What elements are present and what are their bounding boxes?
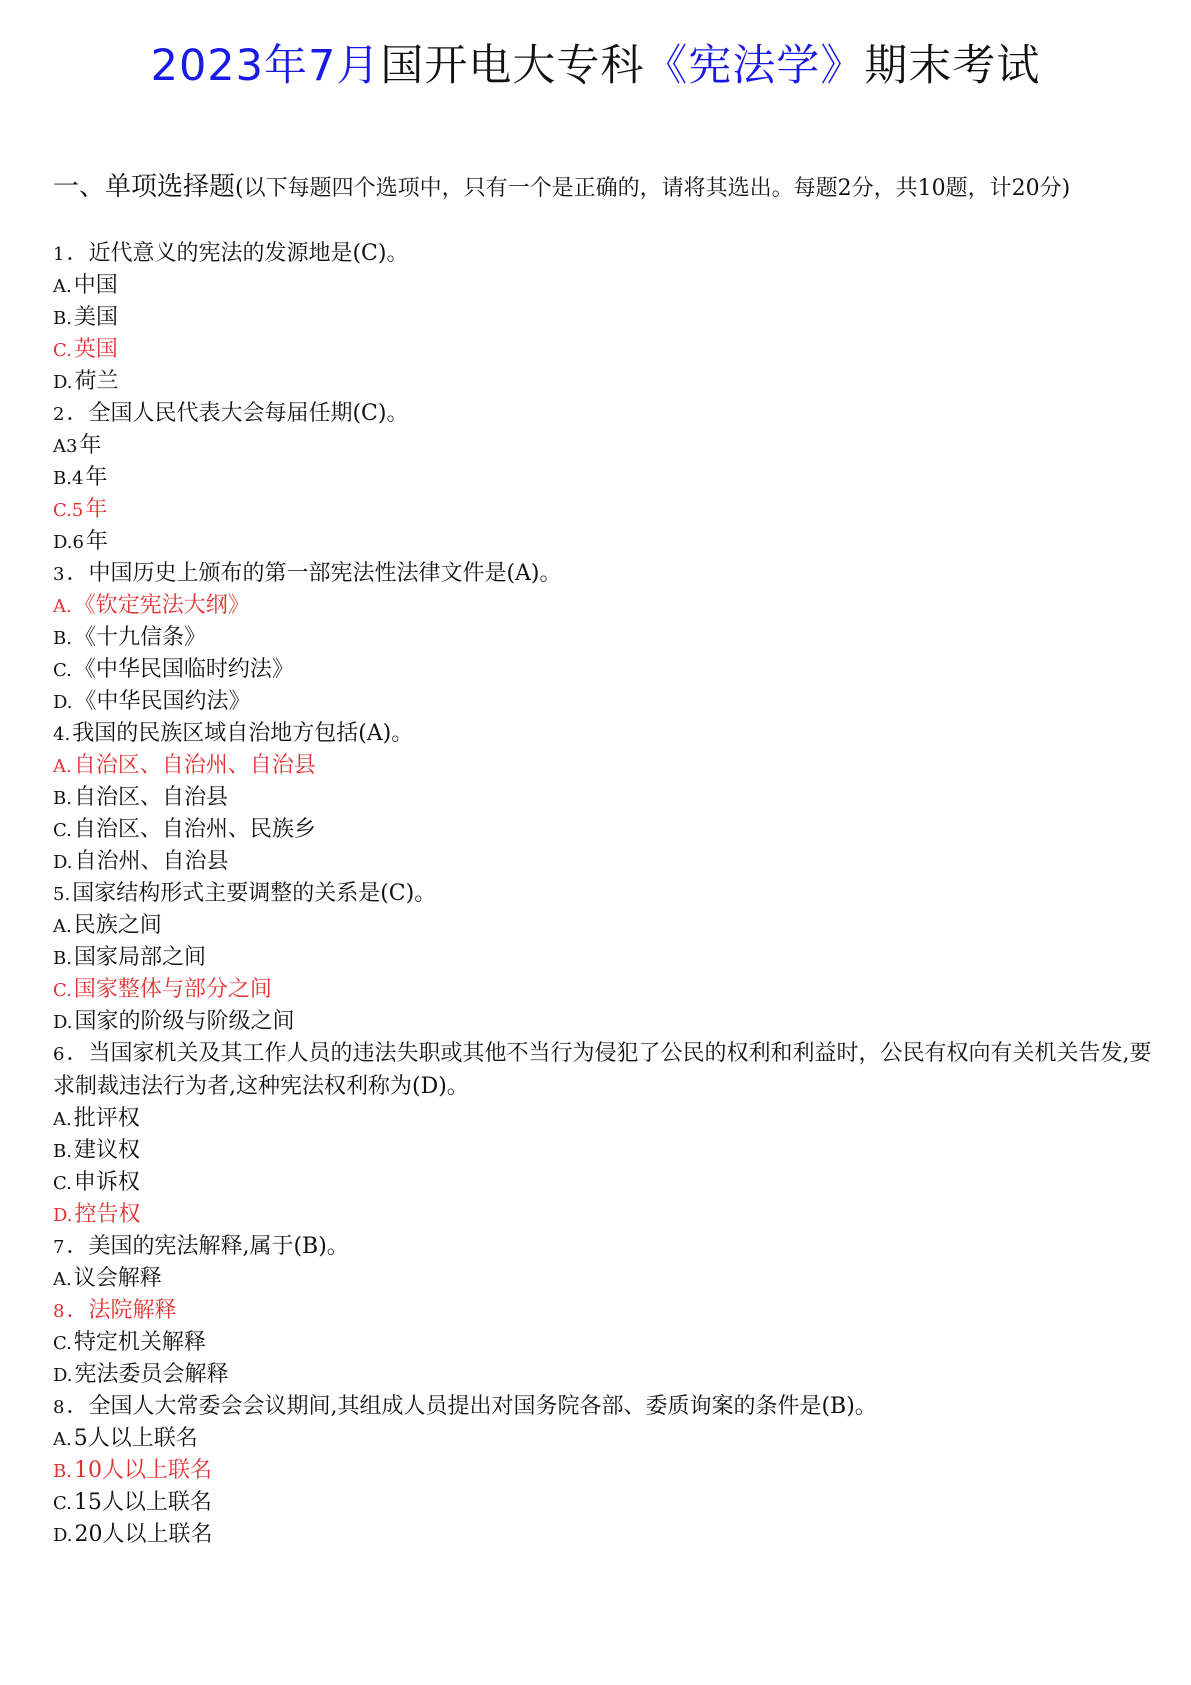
line-marker: 6	[53, 1044, 65, 1065]
question-list	[53, 238, 1153, 1551]
line-text: 年	[85, 497, 108, 522]
exam-line	[53, 526, 1153, 558]
line-text: 15人以上联名	[73, 1490, 212, 1515]
line-marker: D.	[53, 372, 73, 393]
line-text: 美国	[73, 305, 118, 330]
exam-line	[53, 270, 1153, 302]
line-marker: C.	[53, 340, 72, 361]
exam-line	[53, 462, 1153, 494]
exam-line	[53, 398, 1153, 430]
line-text: 英国	[73, 337, 118, 362]
exam-line	[53, 878, 1153, 910]
title-course: 《宪法学》	[644, 41, 865, 91]
exam-line	[53, 622, 1153, 654]
exam-line	[53, 302, 1153, 334]
line-text: ．中国历史上颁布的第一部宪法性法律文件是(A)。	[66, 561, 562, 586]
line-marker: A.	[53, 916, 72, 937]
exam-line	[53, 846, 1153, 878]
exam-line	[53, 654, 1153, 686]
line-marker: 4.	[53, 724, 71, 745]
line-text: ．法院解释	[66, 1298, 177, 1323]
line-marker: B.	[53, 1141, 72, 1162]
line-marker: 3	[53, 564, 65, 585]
line-text: 自治区、自治州、自治县	[73, 753, 316, 778]
line-marker: A.	[53, 1429, 72, 1450]
line-marker: D.	[53, 1365, 73, 1386]
answer-option-line	[53, 1455, 1153, 1487]
line-text: 5人以上联名	[73, 1426, 198, 1451]
line-marker: B.	[53, 308, 72, 329]
title-exam: 期末考试	[864, 41, 1041, 91]
exam-line	[53, 718, 1153, 750]
section-heading	[53, 170, 1153, 206]
line-text: ．全国人民代表大会每届任期(C)。	[66, 401, 409, 426]
line-text: 年	[79, 433, 102, 458]
line-marker: A.	[53, 1269, 72, 1290]
line-marker: C.5	[53, 500, 84, 521]
line-text: 申诉权	[73, 1170, 140, 1195]
line-text: 国家局部之间	[73, 945, 206, 970]
line-text: 自治区、自治县	[73, 785, 228, 810]
title-school: 国开电大专科	[380, 41, 645, 91]
answer-option-line	[53, 590, 1153, 622]
line-marker: 8	[53, 1397, 65, 1418]
answer-option-line	[53, 1295, 1153, 1327]
line-text: 自治州、自治县	[74, 849, 229, 874]
answer-option-line	[53, 974, 1153, 1006]
line-text: 特定机关解释	[73, 1330, 206, 1355]
exam-line	[53, 1006, 1153, 1038]
line-text: 年	[85, 529, 108, 554]
exam-line	[53, 942, 1153, 974]
exam-line	[53, 782, 1153, 814]
line-marker: 1	[53, 244, 65, 265]
line-marker: 5.	[53, 884, 71, 905]
exam-line	[53, 1263, 1153, 1295]
answer-option-line	[53, 1199, 1153, 1231]
line-marker: B.4	[53, 468, 84, 489]
line-marker: C.	[53, 980, 72, 1001]
exam-line	[53, 238, 1153, 270]
line-marker: 7	[53, 1237, 65, 1258]
line-marker: 2	[53, 404, 65, 425]
exam-line	[53, 686, 1153, 718]
answer-option-line	[53, 334, 1153, 366]
line-marker: C.	[53, 1493, 72, 1514]
exam-line	[53, 1487, 1153, 1519]
line-text: 《十九信条》	[73, 625, 206, 650]
line-marker: A3	[53, 436, 78, 457]
line-marker: B.	[53, 948, 72, 969]
exam-line	[53, 1038, 1153, 1103]
section-note: (以下每题四个选项中，只有一个是正确的，请将其选出。每题2分，共10题，计20分)	[235, 176, 1071, 201]
line-marker: D.	[53, 852, 73, 873]
line-text: 我国的民族区域自治地方包括(A)。	[72, 721, 414, 746]
line-text: 荷兰	[74, 369, 119, 394]
exam-line	[53, 430, 1153, 462]
line-marker: B.	[53, 788, 72, 809]
line-text: 《钦定宪法大纲》	[73, 593, 250, 618]
line-marker: A.	[53, 756, 72, 777]
line-text: 议会解释	[73, 1266, 162, 1291]
line-marker: D.	[53, 1012, 73, 1033]
line-text: 自治区、自治州、民族乡	[73, 817, 316, 842]
exam-line	[53, 1391, 1153, 1423]
line-text: 民族之间	[73, 913, 162, 938]
answer-option-line	[53, 494, 1153, 526]
line-text: 年	[85, 465, 108, 490]
line-marker: C.	[53, 1333, 72, 1354]
line-text: 国家的阶级与阶级之间	[74, 1009, 295, 1034]
exam-line	[53, 558, 1153, 590]
line-text: 中国	[73, 273, 118, 298]
exam-line	[53, 366, 1153, 398]
line-text: 20人以上联名	[74, 1522, 213, 1547]
line-marker: C.	[53, 1173, 72, 1194]
exam-line	[53, 1231, 1153, 1263]
line-marker: D.	[53, 1525, 73, 1546]
exam-line	[53, 910, 1153, 942]
line-marker: D.	[53, 692, 73, 713]
section-title: 一、单项选择题	[53, 172, 236, 202]
line-text: ．当国家机关及其工作人员的违法失职或其他不当行为侵犯了公民的权利和利益时，公民有权向有关机关告发,要求制裁违法行为者,这种宪法权利称为(D)。	[53, 1041, 1152, 1099]
line-marker: B.	[53, 628, 72, 649]
line-text: 国家结构形式主要调整的关系是(C)。	[72, 881, 437, 906]
line-marker: D.6	[53, 532, 84, 553]
line-marker: C.	[53, 660, 72, 681]
line-text: 10人以上联名	[73, 1458, 212, 1483]
line-text: ．近代意义的宪法的发源地是(C)。	[66, 241, 409, 266]
line-marker: A.	[53, 276, 72, 297]
exam-line	[53, 1519, 1153, 1551]
line-marker: A.	[53, 596, 72, 617]
line-marker: C.	[53, 820, 72, 841]
line-text: 控告权	[74, 1202, 141, 1227]
line-text: 《中华民国约法》	[74, 689, 251, 714]
line-text: 建议权	[73, 1138, 140, 1163]
line-marker: A.	[53, 1109, 72, 1130]
exam-line	[53, 1167, 1153, 1199]
line-marker: D.	[53, 1205, 73, 1226]
exam-line	[53, 1327, 1153, 1359]
line-text: ．美国的宪法解释,属于(B)。	[66, 1234, 349, 1259]
line-text: 《中华民国临时约法》	[73, 657, 294, 682]
line-text: 宪法委员会解释	[74, 1362, 229, 1387]
line-text: ．全国人大常委会会议期间,其组成人员提出对国务院各部、委质询案的条件是(B)。	[66, 1394, 877, 1419]
line-marker: B.	[53, 1461, 72, 1482]
title-date: 2023年7月	[150, 41, 381, 91]
line-text: 批评权	[73, 1106, 140, 1131]
document-title	[0, 38, 1191, 94]
exam-line	[53, 1103, 1153, 1135]
exam-line	[53, 1423, 1153, 1455]
exam-line	[53, 1135, 1153, 1167]
line-text: 国家整体与部分之间	[73, 977, 272, 1002]
exam-line	[53, 1359, 1153, 1391]
answer-option-line	[53, 750, 1153, 782]
line-marker: 8	[53, 1301, 65, 1322]
exam-line	[53, 814, 1153, 846]
